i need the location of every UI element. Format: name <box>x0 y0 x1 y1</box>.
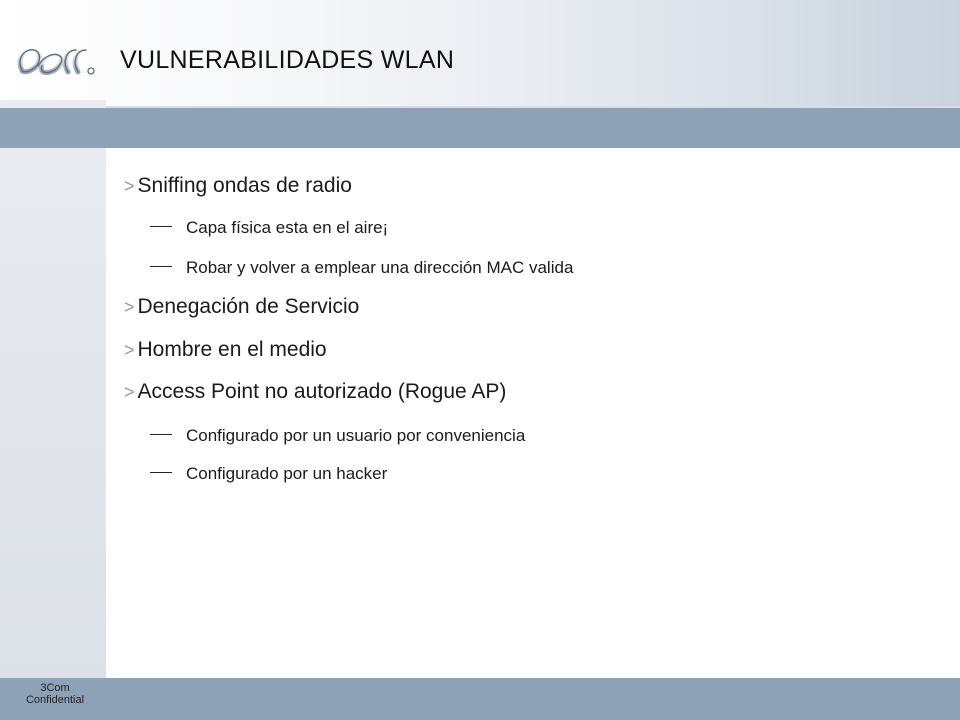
bullet-text: Denegación de Servicio <box>137 295 360 318</box>
bullet-text: Configurado por un usuario por conveniencia <box>186 426 526 445</box>
bullet-text: Hombre en el medio <box>137 338 327 361</box>
footer-bar <box>0 678 960 720</box>
bullet-text: Configurado por un hacker <box>186 464 388 483</box>
bullet-marker-icon: > <box>124 340 135 360</box>
dash-marker-icon <box>150 472 172 473</box>
bullet-level1 <box>124 380 506 404</box>
3com-chain-logo-icon <box>14 42 96 82</box>
slide-title: VULNERABILIDADES WLAN <box>120 46 455 74</box>
dash-marker-icon <box>150 266 172 267</box>
bullet-marker-icon: > <box>124 382 135 402</box>
dash-marker-icon <box>150 434 172 435</box>
bullet-marker-icon: > <box>124 176 135 196</box>
bullet-text: Access Point no autorizado (Rogue AP) <box>137 380 507 403</box>
header-band <box>0 108 960 148</box>
bullet-text: Sniffing ondas de radio <box>137 174 352 197</box>
bullet-text: Robar y volver a emplear una dirección MAC valida <box>186 258 574 277</box>
footer-company: 3Com <box>40 682 70 694</box>
bullet-level1 <box>124 295 359 319</box>
dash-marker-icon <box>150 226 172 227</box>
bullet-marker-icon: > <box>124 297 135 317</box>
bullet-text: Capa física esta en el aire¡ <box>186 218 389 237</box>
bullet-level2 <box>150 464 387 484</box>
bullet-level2 <box>150 426 525 446</box>
bullet-level1 <box>124 174 352 198</box>
bullet-level2 <box>150 218 388 238</box>
left-side-panel <box>0 100 106 680</box>
footer-confidential: Confidential <box>25 694 85 706</box>
bullet-level2 <box>150 258 573 278</box>
footer-confidential-label <box>8 682 102 706</box>
bullet-level1 <box>124 338 327 362</box>
